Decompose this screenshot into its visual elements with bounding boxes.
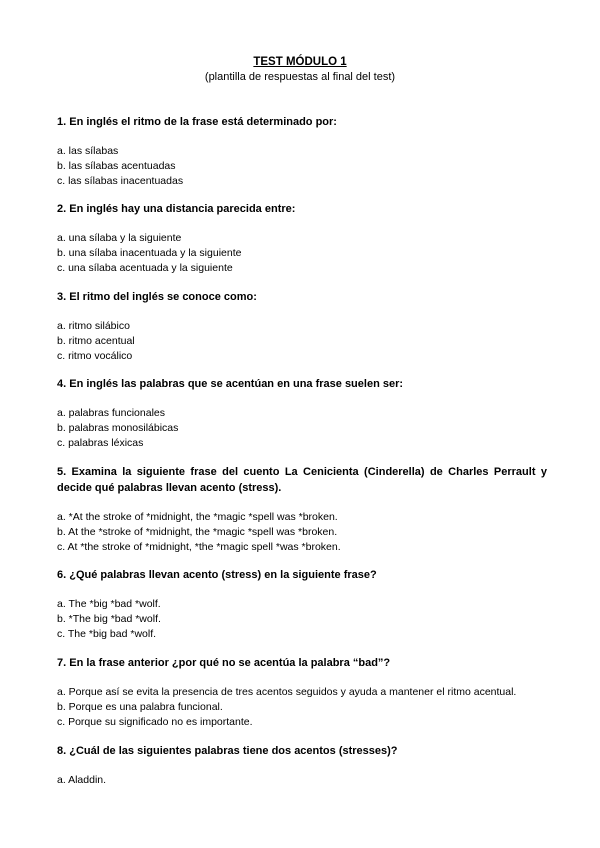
question-block — [57, 567, 547, 643]
option-item: a. The *big *bad *wolf. — [57, 598, 161, 610]
option-item: c. At *the stroke of *midnight, *the *magic spell *was *broken. — [57, 541, 341, 554]
question-block — [57, 655, 547, 731]
document-title: TEST MÓDULO 1 — [253, 56, 347, 68]
option-item: b. *The big *bad *wolf. — [57, 613, 161, 626]
question-block — [57, 464, 547, 556]
question-text: 7. En la frase anterior ¿por qué no se acentúa la palabra “bad”? — [57, 657, 391, 669]
question-text: 6. ¿Qué palabras llevan acento (stress) en la siguiente frase? — [57, 569, 377, 581]
option-list — [57, 231, 547, 277]
option-item: a. las sílabas — [57, 145, 119, 157]
option-item: b. las sílabas acentuadas — [57, 160, 176, 173]
question-text: 3. El ritmo del inglés se conoce como: — [57, 291, 257, 303]
option-list — [57, 406, 547, 452]
option-list — [57, 597, 547, 643]
question-block — [57, 376, 547, 452]
question-block — [57, 289, 547, 365]
option-item: c. una sílaba acentuada y la siguiente — [57, 262, 233, 275]
option-item: a. una sílaba y la siguiente — [57, 232, 182, 244]
option-item: c. The *big bad *wolf. — [57, 628, 157, 641]
option-item: b. Porque es una palabra funcional. — [57, 701, 223, 714]
option-item: c. Porque su significado no es importante. — [57, 716, 253, 729]
document-subtitle: (plantilla de respuestas al final del test) — [204, 71, 396, 83]
question-text: 8. ¿Cuál de las siguientes palabras tiene dos acentos (stresses)? — [57, 745, 398, 757]
option-item: b. At the *stroke of *midnight, the *magic *spell was *broken. — [57, 526, 338, 539]
option-item: a. palabras funcionales — [57, 407, 165, 419]
option-item: b. una sílaba inacentuada y la siguiente — [57, 247, 242, 260]
option-item: b. palabras monosilábicas — [57, 422, 179, 435]
question-text: 1. En inglés el ritmo de la frase está determinado por: — [57, 116, 337, 128]
option-item: a. Porque así se evita la presencia de tres acentos seguidos y ayuda a mantener el ritmo acentual. — [57, 686, 517, 698]
question-text: 4. En inglés las palabras que se acentúan en una frase suelen ser: — [57, 378, 404, 390]
question-text: 2. En inglés hay una distancia parecida entre: — [57, 203, 296, 215]
question-block — [57, 114, 547, 190]
question-block — [57, 201, 547, 277]
option-item: c. ritmo vocálico — [57, 350, 133, 363]
option-list — [57, 685, 547, 731]
option-item: c. las sílabas inacentuadas — [57, 175, 184, 188]
option-list — [57, 144, 547, 190]
option-item: a. *At the stroke of *midnight, the *magic *spell was *broken. — [57, 511, 338, 523]
option-list — [57, 510, 547, 556]
option-item: c. palabras léxicas — [57, 437, 144, 450]
question-block — [57, 743, 547, 788]
option-item: b. ritmo acentual — [57, 335, 135, 348]
option-item: a. Aladdin. — [57, 774, 107, 786]
option-item: a. ritmo silábico — [57, 320, 130, 332]
option-list — [57, 773, 547, 788]
question-text: 5. Examina la siguiente frase del cuento La Cenicienta (Cinderella) de Charles Perrault y decide qué palabras llevan acento (stress). — [57, 466, 547, 494]
option-list — [57, 319, 547, 365]
